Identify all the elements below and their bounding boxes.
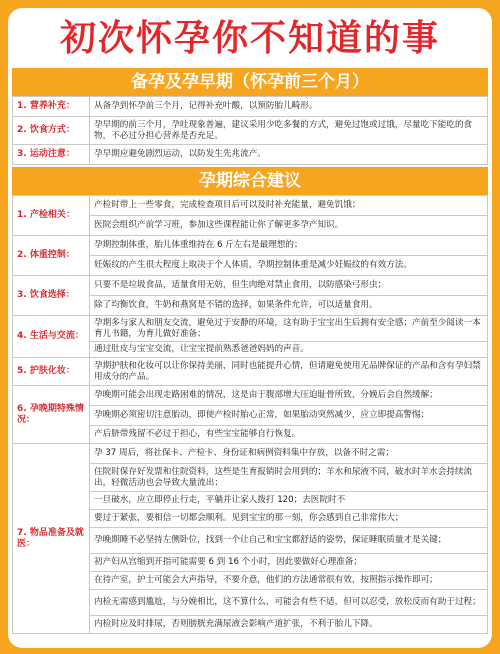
row-text: 孕期护肤和化妆可以让你保持美丽，同时也能提升心情，但请避免使用无品牌保证的产品和含有孕妇禁用成分的产品。 bbox=[90, 358, 488, 386]
row-text: 通过肚皮与宝宝交流，让宝宝提前熟悉爸爸妈妈的声音。 bbox=[90, 342, 488, 358]
row-label: 1. 产检相关： bbox=[13, 196, 90, 236]
row-label: 5. 护肤化妆： bbox=[13, 358, 90, 386]
row-text: 孕期控制体重，胎儿体重维持在 6 斤左右是最理想的； bbox=[90, 236, 488, 256]
table-row bbox=[13, 444, 488, 464]
row-text: 孕期多与家人和朋友交流，避免过于安静的环境，这有助于宝宝出生后拥有安全感；产前至少阅读一本育儿书籍，为育儿做好准备； bbox=[90, 316, 488, 342]
row-label: 2. 体重控制： bbox=[13, 236, 90, 276]
content-card bbox=[8, 8, 492, 648]
row-label: 2. 饮食方式： bbox=[13, 117, 90, 145]
row-text: 孕 37 周后，将社保卡、产检卡、身份证和病例资料集中存放，以备不时之需； bbox=[90, 444, 488, 464]
row-text: 初产妇从宫缩到开指可能需要 6 到 16 个小时，因此要做好心理准备； bbox=[90, 554, 488, 572]
early-pregnancy-table bbox=[12, 96, 488, 165]
table-row bbox=[13, 386, 488, 406]
row-text: 一旦破水，应立即停止行走，平躺并让家人拨打 120；去医院时不 bbox=[90, 492, 488, 510]
row-label: 4. 生活与交流： bbox=[13, 316, 90, 358]
row-text: 在待产室，护士可能会大声指导，不要介意，他们的方法通常很有效，按照指示操作即可； bbox=[90, 572, 488, 590]
row-text: 孕早期应避免剧烈运动，以防发生先兆流产。 bbox=[90, 145, 488, 165]
row-text: 除了均衡饮食，牛奶和燕窝是不错的选择，如果条件允许，可以适量食用。 bbox=[90, 296, 488, 316]
row-text: 产检时带上一些零食，完成检查项目后可以及时补充能量，避免饥饿； bbox=[90, 196, 488, 216]
table-row bbox=[13, 145, 488, 165]
table-row bbox=[13, 276, 488, 296]
row-label: 3. 饮食选择： bbox=[13, 276, 90, 316]
row-text: 孕晚期必须密切注意胎动，即使产检时胎心正常，如果胎动突然减少，应立即提高警惕； bbox=[90, 406, 488, 426]
page-title: 初次怀孕你不知道的事 bbox=[59, 17, 440, 59]
row-text: 孕早期的前三个月，孕吐现象普遍，建议采用少吃多餐的方式，避免过饱或过饿，尽量吃下能吃的食物，不必过分担心营养是否充足。 bbox=[90, 117, 488, 145]
row-text: 只要不是垃圾食品，适量食用无妨，但生肉绝对禁止食用，以防感染弓形虫； bbox=[90, 276, 488, 296]
row-label: 6. 孕晚期特殊情况： bbox=[13, 386, 90, 444]
table-row bbox=[13, 97, 488, 117]
section-heading-general-advice: 孕期综合建议 bbox=[12, 167, 488, 195]
table-row bbox=[13, 358, 488, 386]
row-text: 要过于紧张，要相信一切都会顺利。见到宝宝的那一刻，你会感到自己非常伟大； bbox=[90, 510, 488, 528]
row-label: 1. 营养补充： bbox=[13, 97, 90, 117]
row-text: 医院会组织产前学习班，参加这些课程能让你了解更多孕产知识。 bbox=[90, 216, 488, 236]
table-row bbox=[13, 196, 488, 216]
row-label: 3. 运动注意： bbox=[13, 145, 90, 165]
row-label: 7. 物品准备及就医： bbox=[13, 444, 90, 634]
row-text: 从备孕到怀孕前三个月，记得补充叶酸，以预防胎儿畸形。 bbox=[90, 97, 488, 117]
row-text: 产后脐带残留不必过于担心，有些宝宝能够自行恢复。 bbox=[90, 426, 488, 444]
row-text: 内检无需感到尴尬，与分娩相比，这不算什么，可能会有些不适，但可以忍受，放松反而有助于过程； bbox=[90, 590, 488, 616]
table-row bbox=[13, 117, 488, 145]
section-heading-early-pregnancy: 备孕及孕早期（怀孕前三个月） bbox=[12, 68, 488, 96]
row-text: 孕晚期可能会出现走路困难的情况，这是由于腹部增大压迫耻骨所致，分娩后会自然缓解； bbox=[90, 386, 488, 406]
table-row bbox=[13, 316, 488, 342]
table-row bbox=[13, 236, 488, 256]
row-text: 内检时应及时排尿，否则膀胱充满尿液会影响产道扩张，不利于胎儿下降。 bbox=[90, 616, 488, 634]
row-text: 妊娠纹的产生很大程度上取决于个人体质，孕期控制体重是减少妊娠纹的有效方法。 bbox=[90, 256, 488, 276]
row-text: 孕晚期睡不必坚持左侧卧位，找到一个让自己和宝宝都舒适的姿势，保证睡眠质量才是关键； bbox=[90, 528, 488, 554]
row-text: 住院时保存好发票和住院资料，这些是生育报销时会用到的；羊水和尿液不同，破水时羊水会持续流出，轻微活动也会导致大量流出； bbox=[90, 464, 488, 492]
general-advice-table bbox=[12, 195, 488, 634]
